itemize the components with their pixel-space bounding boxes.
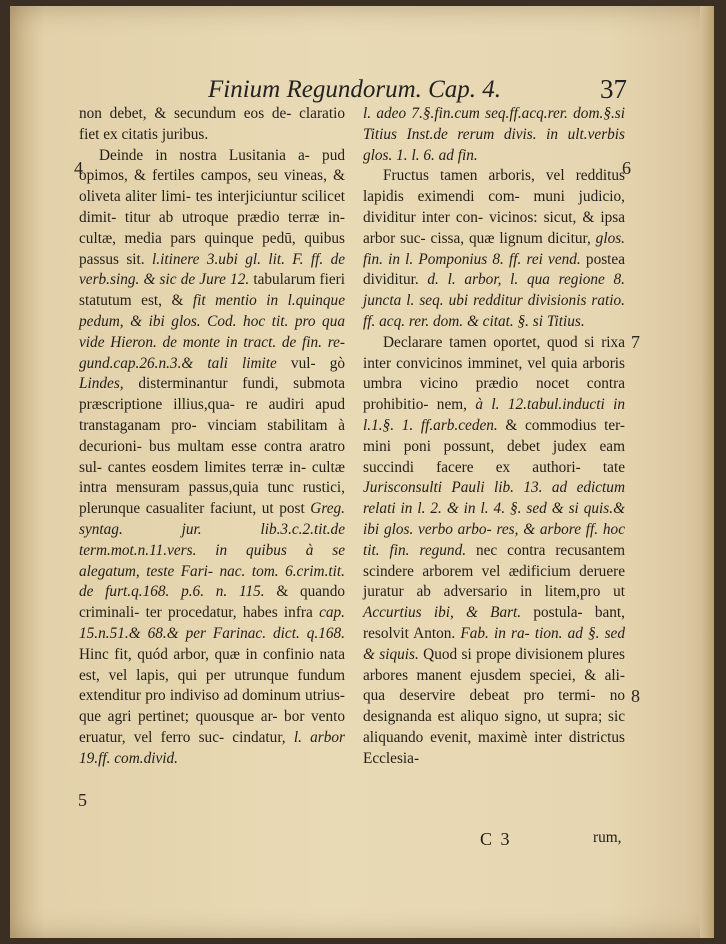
citation: l. arbor 19.ff. com.divid. [79, 728, 346, 767]
citation: glos. fin. in l. Pomponius 8. ff. rei vend. [363, 229, 625, 268]
citation: cap. 15.n.51.& 68.& per Farinac. dict. q.168. [79, 604, 345, 642]
paragraph [363, 104, 625, 166]
text: disterminantur fundi, submota præscriptione illius,qua- re audiri apud transtaganam pro- vinciam stabilitam à decurioni- bus multam esse contra aratro sul- cantes eosdem limites terræ in- cultæ intra mensuram passus,quia tunc rustici, plerunque casualiter faciunt, ut post [79, 375, 345, 518]
margin-number-5: 5 [78, 790, 87, 810]
citation: Fab. in ra- tion. ad §. sed & siquis. [363, 624, 625, 663]
left-column [79, 104, 345, 770]
text: Fructus tamen arboris, vel redditus lapidis eximendi com- muni judicio, dividitur inter con- vicinos: sicut, & ipsa arbor suc- cissa, quæ lignum dicitur, [363, 167, 625, 247]
page-number: 37 [600, 74, 627, 104]
citation: à l. 12.tabul.inducti in l.1.§. 1. ff.arb.ceden. [363, 396, 625, 434]
margin-number-8: 8 [631, 686, 640, 706]
signature-mark: C 3 [480, 829, 512, 849]
running-title: Finium Regundorum. Cap. 4. [208, 76, 502, 103]
text: Quod si prope divisionem plures arbores manent ejusdem speciei, & ali- qua deservire debeat pro termi- no designanda est aliquo signo, ut supra; sic aliquando evenit, maximè inter districtus Ecclesia- [363, 645, 626, 767]
margin-number-7: 7 [631, 332, 640, 352]
text: postea dividitur. [363, 250, 625, 289]
text: & commodius ter- mini poni possunt, debet judex eam succindi facere ex authori- tate [363, 416, 625, 476]
citation: fit mentio in l.quinque pedum, & ibi glos. Cod. hoc tit. pro qua vide Hieron. de monte in tract. de fin. re- gund.cap.26.n.3.& tali limite [79, 292, 345, 372]
margin-number-4: 4 [74, 158, 83, 178]
text: non debet, & secundum eos de- claratio fiet ex citatis juribus. [79, 105, 345, 143]
text: nec contra recusantem scindere arborem vel ædificium deruere juratur ab adversario in litem,pro ut [363, 541, 625, 601]
text: & quando criminali- ter procedatur, habes infra [79, 583, 345, 622]
page-edge [700, 6, 714, 938]
citation: Greg. syntag. jur. lib.3.c.2.tit.de term.mot.n.11.vers. in quibus à se alegatum, teste Fari- nac. tom. 6.crim.tit. de furt.q.168. p.6. n. 115. [79, 500, 345, 601]
citation: Jurisconsulti Pauli lib. 13. ad edictum relati in l. 2. & in l. 4. §. sed & si quis.& ibi glos. verbo arbo- res, & arbore ff. hoc tit. fin. regund. [363, 479, 625, 559]
text: tabularum fieri statutum est, & [79, 271, 345, 310]
citation: Lindes, [79, 375, 124, 393]
right-column [363, 104, 625, 770]
text: vul- gò [276, 354, 345, 372]
catchword: rum, [593, 829, 622, 846]
margin-number-6: 6 [622, 158, 631, 178]
text: Declarare tamen oportet, quod si rixa inter convicinos imminet, vel quia arboris umbra vicino prædio nocet contra prohibitio- nem, [363, 333, 625, 414]
paragraph [79, 146, 345, 770]
paragraph [363, 333, 625, 770]
citation: d. l. arbor, l. qua regione 8. juncta l. seq. ubi redditur divisionis ratio. ff. acq. rer. dom. & citat. §. si Titius. [363, 271, 625, 330]
citation: Accurtius ibi, & Bart. [363, 604, 522, 622]
text: postula- bant, resolvit Anton. [363, 604, 625, 642]
text: Hinc fit, quód arbor, quæ in confinio nata est, vel lapis, qui per utrunque fundum extenditur pro indiviso ad dominum utrius- que agri pertinet; quousque ar- bor vento eruatur, vel ferro suc- cindatur, [79, 645, 345, 746]
paragraph [363, 166, 625, 332]
text: Deinde in nostra Lusitania a- pud opimos, & fertiles campos, seu vineas, & oliveta aliter limi- tes interjiciuntur scilicet dimit- titur ab utroque prædio terræ in- cultæ, media pars quinque pedū, quibus passus sit. [79, 146, 345, 268]
citation: l.itinere 3.ubi gl. lit. F. ff. de verb.sing. & sic de Jure 12. [79, 250, 346, 289]
page-header [80, 74, 680, 108]
citation: l. adeo 7.§.fin.cum seq.ff.acq.rer. dom.§.si Titius Inst.de rerum divis. in ult.verbis glos. 1. l. 6. ad fin. [363, 105, 625, 164]
paragraph [79, 104, 345, 146]
